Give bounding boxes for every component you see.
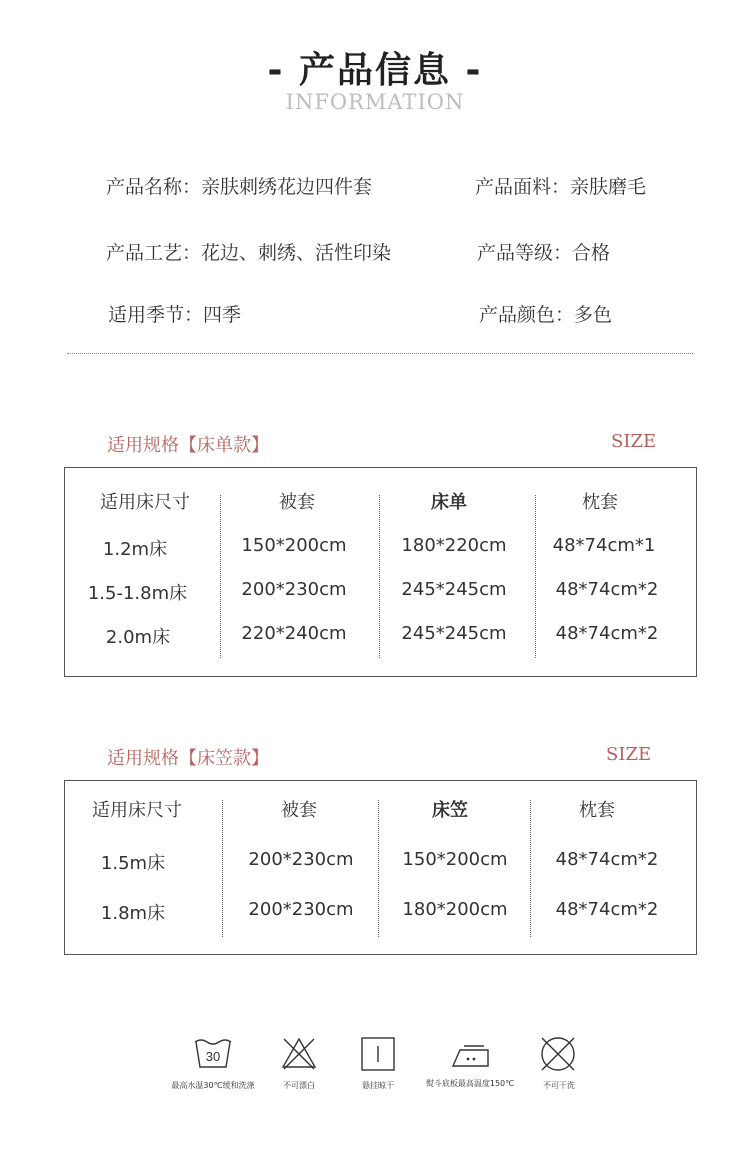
info-fabric (475, 172, 646, 199)
iron-150-icon (450, 1044, 492, 1070)
info-label: 产品工艺： (106, 242, 202, 264)
table-cell: 200*230cm (248, 849, 354, 870)
info-label: 产品面料： (475, 176, 571, 198)
table-cell: 245*245cm (401, 623, 507, 644)
table-cell: 1.5-1.8m床 (87, 583, 188, 604)
table-cell: 180*200cm (402, 899, 508, 920)
size-label-fitted: SIZE (606, 744, 652, 765)
info-label: 产品等级： (477, 242, 573, 264)
table-cell: 1.5m床 (100, 853, 166, 874)
spec-label-sheet: 适用规格【床单款】 (107, 435, 269, 456)
table-cell: 200*230cm (241, 579, 347, 600)
table-header: 床笠 (432, 800, 468, 821)
info-value: 亲肤磨毛 (570, 176, 647, 198)
table-cell: 48*74cm*2 (555, 849, 659, 870)
table-cell: 150*200cm (402, 849, 508, 870)
no-dry-clean-icon (539, 1035, 577, 1073)
table-cell: 1.2m床 (102, 539, 168, 560)
info-value: 四季 (203, 304, 242, 326)
table-cell: 180*220cm (401, 535, 507, 556)
table-cell: 48*74cm*1 (552, 535, 656, 556)
page-title: - 产品信息 - (267, 50, 483, 91)
info-value: 合格 (572, 242, 611, 264)
care-label: 最高水温30℃缓和洗涤 (171, 1081, 255, 1090)
table-header: 适用床尺寸 (100, 492, 190, 513)
section-divider (67, 353, 693, 354)
info-name (106, 172, 372, 199)
column-divider (222, 800, 223, 937)
table-cell: 48*74cm*2 (555, 579, 659, 600)
table-cell: 200*230cm (248, 899, 354, 920)
info-grade (477, 238, 610, 265)
column-divider (530, 800, 531, 937)
table-cell: 150*200cm (241, 535, 347, 556)
column-divider (535, 495, 536, 658)
table-cell: 48*74cm*2 (555, 899, 659, 920)
info-value: 多色 (574, 304, 613, 326)
table-header: 适用床尺寸 (92, 800, 182, 821)
table-cell: 1.8m床 (100, 903, 166, 924)
table-header: 枕套 (579, 800, 615, 821)
size-label-sheet: SIZE (611, 431, 657, 452)
info-value: 亲肤刺绣花边四件套 (201, 176, 373, 198)
wash-temp: 30 (205, 1049, 221, 1064)
table-header: 被套 (279, 492, 315, 513)
info-season (108, 300, 241, 327)
table-header: 枕套 (582, 492, 618, 513)
care-label: 不可干洗 (543, 1081, 575, 1090)
info-label: 适用季节： (108, 304, 204, 326)
column-divider (378, 800, 379, 937)
table-cell: 245*245cm (401, 579, 507, 600)
info-color (479, 300, 612, 327)
table-cell: 2.0m床 (105, 627, 171, 648)
wash-30-icon (193, 1036, 233, 1070)
info-craft (106, 238, 391, 265)
spec-label-fitted: 适用规格【床笠款】 (107, 748, 269, 769)
table-header: 被套 (281, 800, 317, 821)
info-label: 产品名称： (106, 176, 202, 198)
page-subtitle: INFORMATION (285, 90, 465, 114)
care-label: 熨斗底板最高温度150℃ (425, 1079, 515, 1088)
info-label: 产品颜色： (479, 304, 575, 326)
table-cell: 48*74cm*2 (555, 623, 659, 644)
table-cell: 220*240cm (241, 623, 347, 644)
table-header: 床单 (431, 492, 467, 513)
hang-dry-icon (361, 1037, 395, 1071)
care-label: 不可漂白 (283, 1081, 315, 1090)
column-divider (379, 495, 380, 658)
no-bleach-icon (280, 1035, 318, 1071)
care-label: 悬挂晾干 (362, 1081, 394, 1090)
column-divider (220, 495, 221, 658)
info-value: 花边、刺绣、活性印染 (201, 242, 392, 264)
